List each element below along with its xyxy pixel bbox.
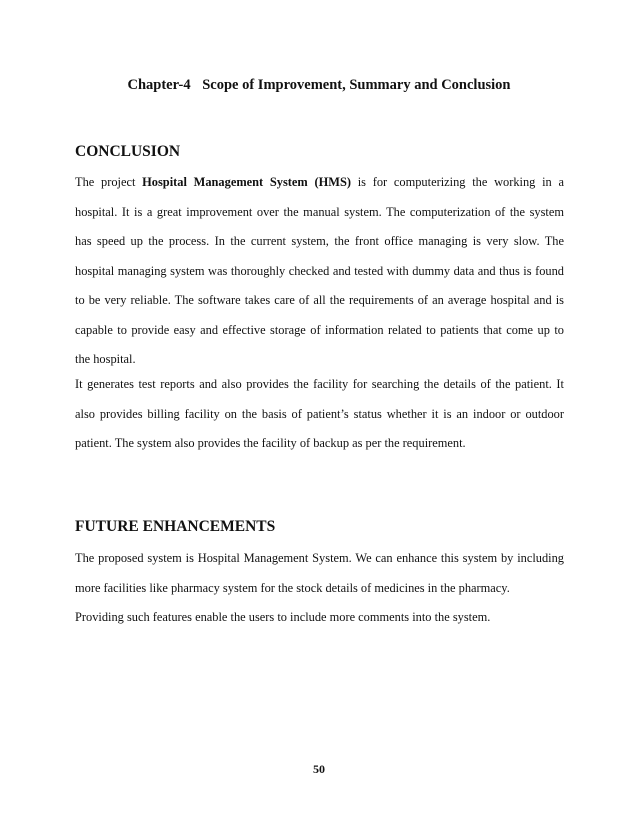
page-number: 50: [313, 762, 325, 776]
paragraph-line: hospital managing system was thoroughly checked and tested with dummy data and thus is found: [75, 263, 564, 278]
paragraph-line: The proposed system is Hospital Management System. We can enhance this system by including: [75, 551, 564, 565]
chapter-title: [0, 76, 638, 94]
paragraph-line: to be very reliable. The software takes care of all the requirements of an average hospital and is: [75, 293, 564, 307]
paragraph-line: the hospital.: [75, 352, 136, 366]
chapter-number: Chapter-4: [127, 77, 191, 93]
project-name: Hospital Management System (HMS): [142, 175, 351, 189]
intro-rest-text: is for computerizing the working in a: [357, 175, 564, 189]
chapter-name: Scope of Improvement, Summary and Conclusion: [202, 77, 511, 93]
paragraph-line: patient. The system also provides the facility of backup as per the requirement.: [75, 436, 466, 450]
future-enhancements-heading: FUTURE ENHANCEMENTS: [75, 518, 276, 535]
conclusion-heading: CONCLUSION: [75, 143, 181, 160]
conclusion-paragraph-2: [75, 370, 564, 459]
intro-text: The project: [75, 175, 136, 189]
paragraph-line: It generates test reports and also provides the facility for searching the details of the patient. It: [75, 377, 564, 391]
paragraph-line: has speed up the process. In the current system, the front office managing is very slow. The: [75, 234, 564, 248]
conclusion-paragraph-1: [75, 168, 564, 375]
paragraph-line: hospital. It is a great improvement over the manual system. The computerization of the system: [75, 204, 564, 219]
paragraph-line: Providing such features enable the users to include more comments into the system.: [75, 610, 491, 624]
future-enhancements-paragraph: [75, 544, 564, 633]
paragraph-line: also provides billing facility on the basis of patient’s status whether it is an indoor or outdoor: [75, 406, 564, 421]
paragraph-line: [75, 168, 564, 198]
paragraph-line: capable to provide easy and effective storage of information related to patients that come up to: [75, 322, 564, 337]
paragraph-line: more facilities like pharmacy system for the stock details of medicines in the pharmacy.: [75, 580, 510, 595]
